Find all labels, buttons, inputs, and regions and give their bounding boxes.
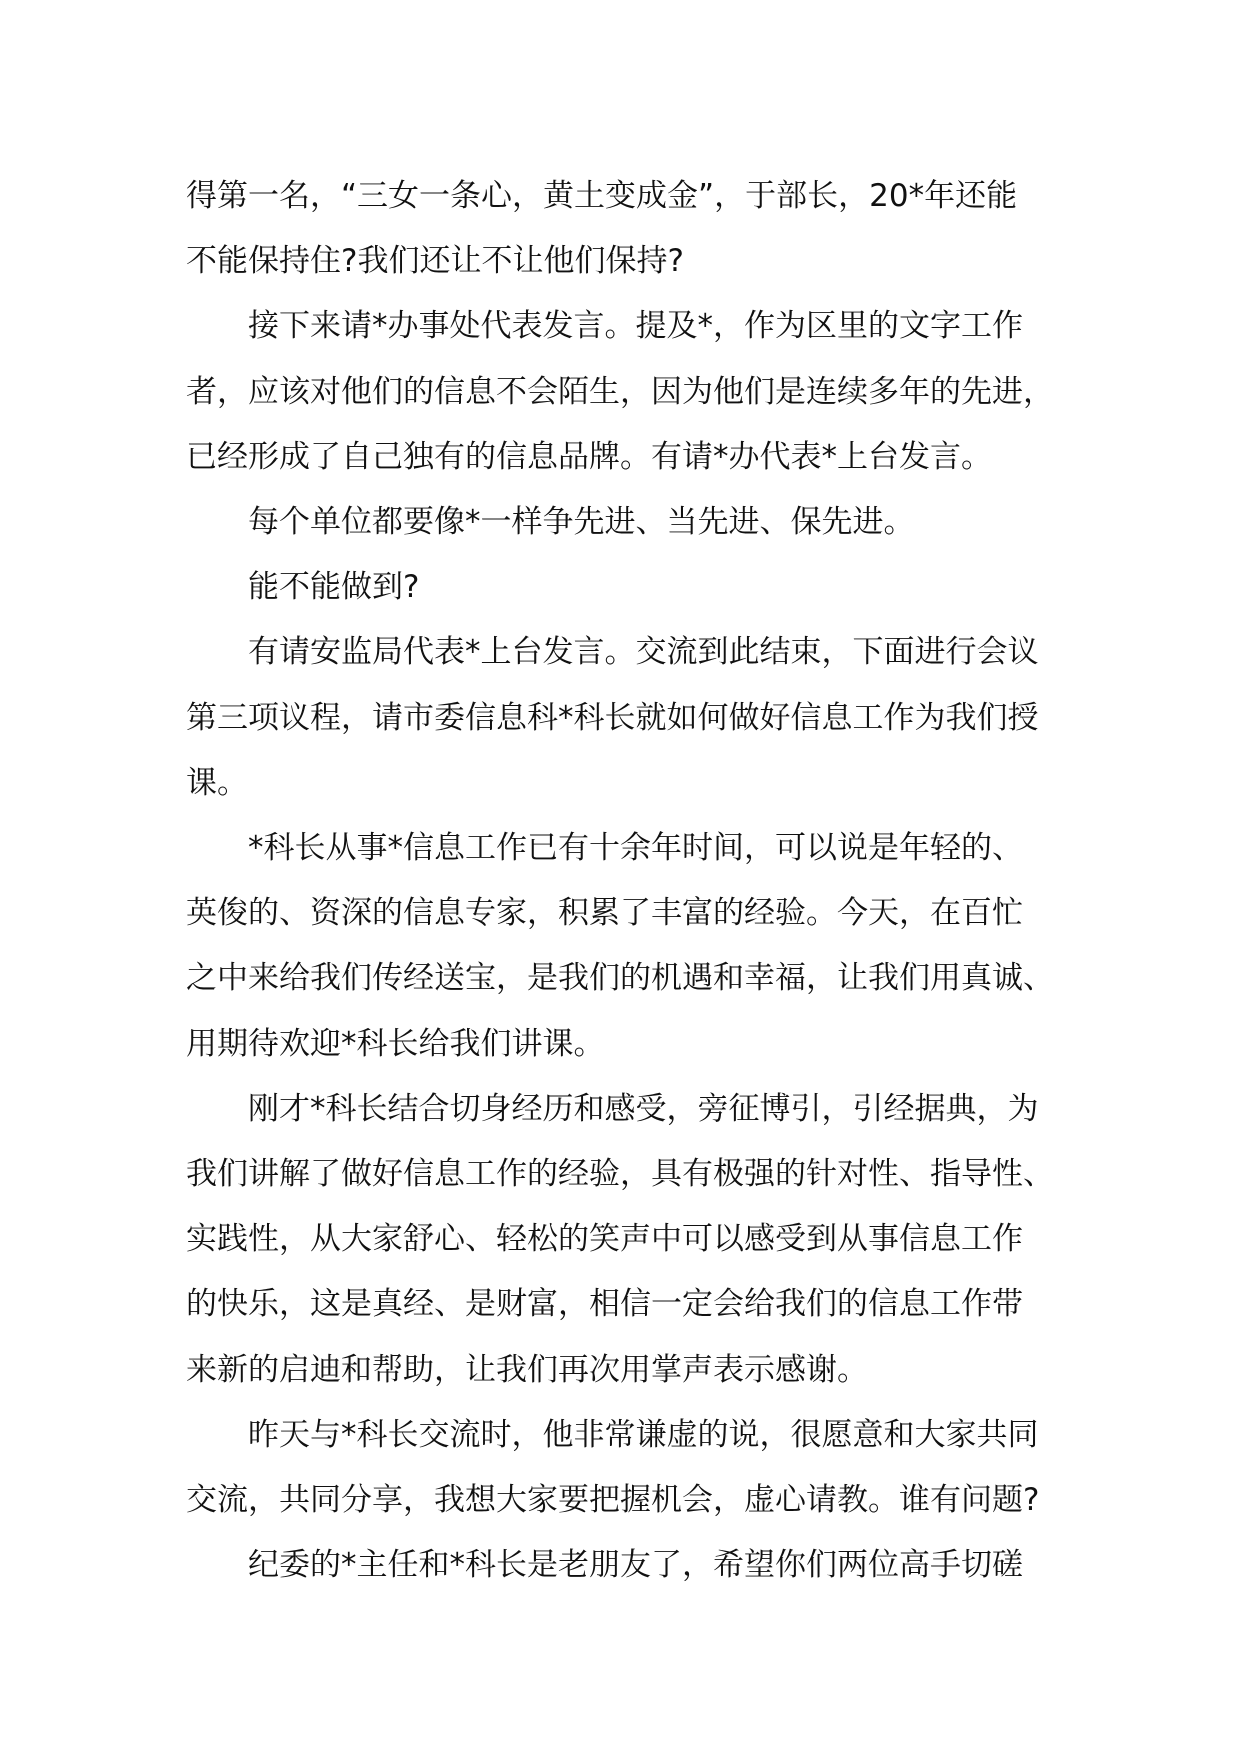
text-line: 之中来给我们传经送宝，是我们的机遇和幸福，让我们用真诚、 [186,960,1054,997]
paragraph [186,620,1086,816]
paragraph [186,1533,1086,1598]
text-line: 不能保持住?我们还让不让他们保持? [186,243,684,280]
text-line: 已经形成了自己独有的信息品牌。有请*办代表*上台发言。 [186,438,992,475]
paragraph [186,816,1086,1077]
text-line: 交流，共同分享，我想大家要把握机会，虚心请教。谁有问题? [186,1482,1040,1519]
text-line: 昨天与*科长交流时，他非常谦虚的说，很愿意和大家共同 [248,1416,1039,1453]
text-line: 的快乐，这是真经、是财富，相信一定会给我们的信息工作带 [186,1286,1023,1323]
text-line: *科长从事*信息工作已有十余年时间，可以说是年轻的、 [248,830,1023,867]
text-line: 课。 [186,764,248,801]
text-line: 来新的启迪和帮助，让我们再次用掌声表示感谢。 [186,1351,868,1388]
text-line: 得第一名，“三女一条心，黄土变成金”，于部长，20*年还能 [186,178,1018,214]
text-line: 第三项议程，请市委信息科*科长就如何做好信息工作为我们授 [186,699,1039,736]
paragraph [186,294,1086,490]
text-line: 者，应该对他们的信息不会陌生，因为他们是连续多年的先进， [186,373,1054,410]
text-line: 纪委的*主任和*科长是老朋友了，希望你们两位高手切磋 [248,1547,1023,1584]
text-line: 接下来请*办事处代表发言。提及*，作为区里的文字工作 [248,308,1023,345]
paragraph [186,1403,1086,1533]
text-line: 英俊的、资深的信息专家，积累了丰富的经验。今天，在百忙 [186,895,1023,932]
paragraph [186,490,1086,555]
paragraph [186,555,1086,620]
text-line: 有请安监局代表*上台发言。交流到此结束，下面进行会议 [248,634,1039,671]
text-line: 刚才*科长结合切身经历和感受，旁征博引，引经据典，为 [248,1090,1039,1127]
text-line: 用期待欢迎*科长给我们讲课。 [186,1025,605,1062]
text-line: 能不能做到? [248,569,420,606]
paragraph [186,164,1086,294]
text-line: 每个单位都要像*一样争先进、当先进、保先进。 [248,504,915,541]
paragraph [186,1077,1086,1403]
document-body [186,164,1086,1598]
text-line: 实践性，从大家舒心、轻松的笑声中可以感受到从事信息工作 [186,1221,1023,1258]
text-line: 我们讲解了做好信息工作的经验，具有极强的针对性、指导性、 [186,1156,1054,1193]
